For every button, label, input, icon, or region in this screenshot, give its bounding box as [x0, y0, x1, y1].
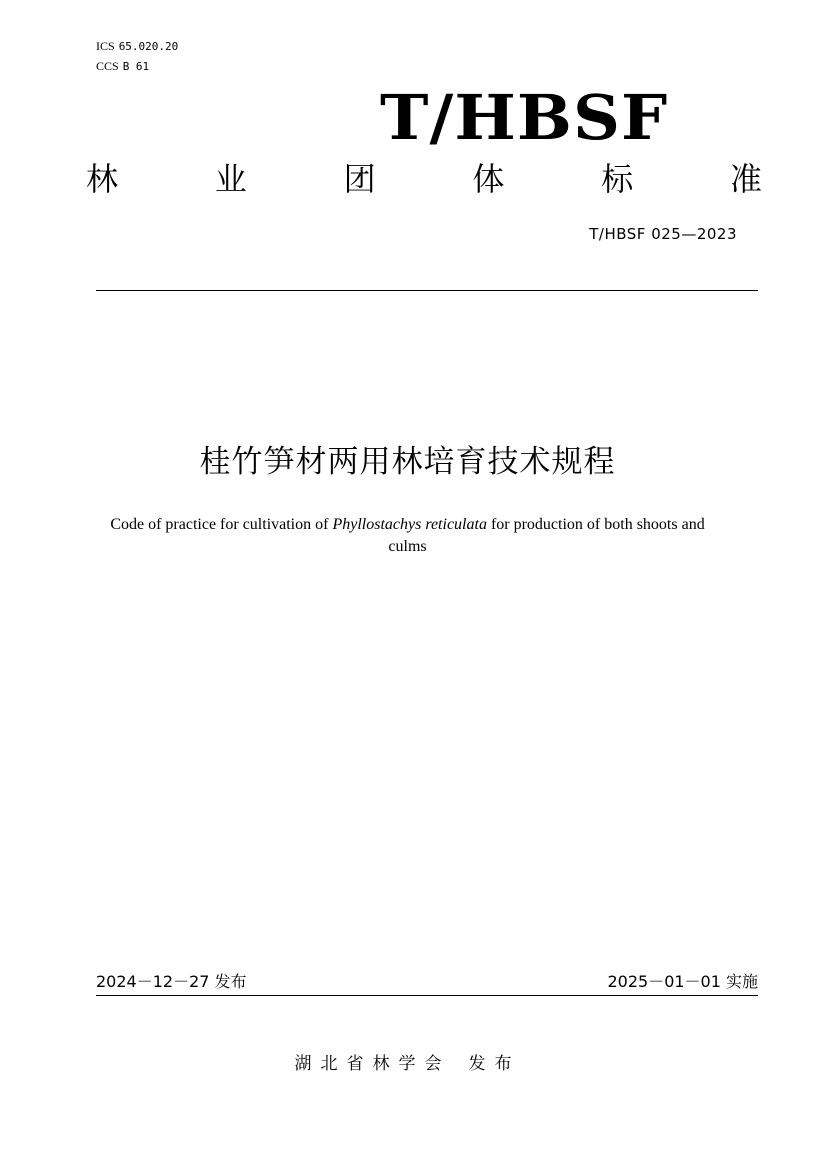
standard-type — [86, 158, 762, 200]
title-english-prefix: Code of practice for cultivation of — [110, 516, 333, 533]
ics-line — [96, 38, 178, 55]
ccs-label: CCS — [96, 59, 119, 73]
brand-code: T/HBSF — [380, 81, 669, 154]
ics-label: ICS — [96, 39, 115, 53]
footer-divider — [96, 995, 758, 996]
issue-date: 2024－12－27 发布 — [96, 972, 247, 991]
dates-row — [96, 971, 758, 995]
title-english — [100, 514, 715, 558]
standard-number: T/HBSF 025—2023 — [589, 225, 737, 243]
header-divider — [96, 290, 758, 291]
ccs-code: B 61 — [122, 60, 150, 73]
standard-type-char: 团 — [343, 160, 376, 198]
standard-type-char: 准 — [729, 160, 762, 198]
ccs-line — [96, 58, 149, 75]
implementation-date: 2025－01－01 实施 — [607, 972, 758, 991]
standard-type-char: 标 — [601, 160, 634, 198]
standard-type-char: 体 — [472, 160, 505, 198]
standard-type-char: 林 — [86, 160, 119, 198]
ics-code: 65.020.20 — [118, 40, 179, 53]
publisher-name: 湖北省林学会 — [294, 1054, 451, 1074]
publisher-action: 发布 — [468, 1054, 521, 1074]
title-chinese: 桂竹笋材两用林培育技术规程 — [199, 444, 616, 480]
title-english-suffix: for production of both shoots and culms — [388, 516, 705, 555]
species-name: Phyllostachys reticulata — [332, 516, 487, 533]
publisher-line — [0, 1052, 815, 1076]
standard-type-char: 业 — [214, 160, 247, 198]
